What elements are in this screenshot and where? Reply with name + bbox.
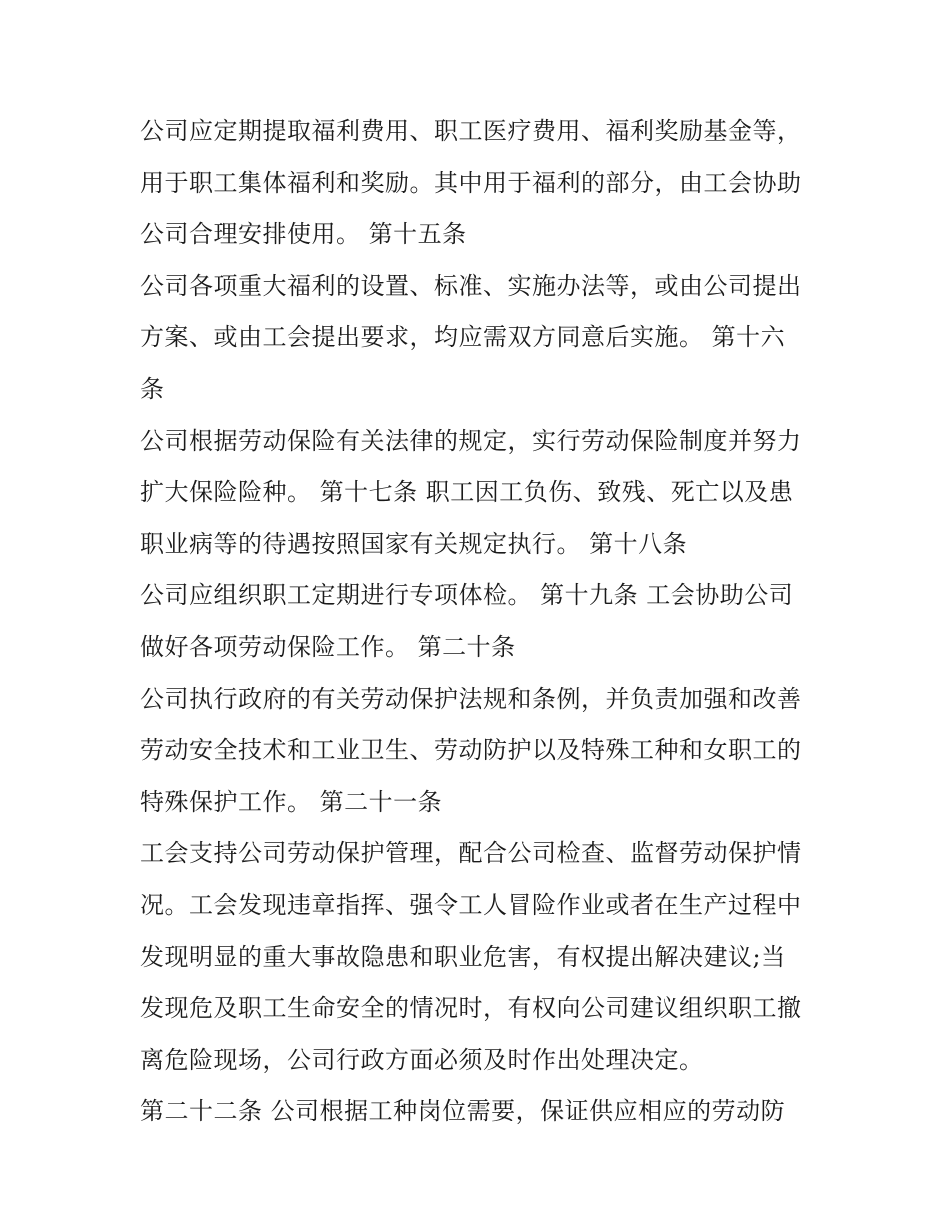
text-line: 离危险现场，公司行政方面必须及时作出处理决定。 [140, 1045, 704, 1074]
text-line: 方案、或由工会提出要求，均应需双方同意后实施。 第十六 [140, 323, 786, 352]
text-line: 工会支持公司劳动保护管理，配合公司检查、监督劳动保护情 [140, 839, 802, 868]
text-line: 扩大保险险种。 第十七条 职工因工负伤、致残、死亡以及患 [140, 478, 794, 507]
text-line: 公司根据劳动保险有关法律的规定，实行劳动保险制度并努力 [140, 426, 802, 455]
text-line: 公司各项重大福利的设置、标准、实施办法等，或由公司提出 [140, 271, 802, 300]
text-line: 第二十二条 公司根据工种岗位需要，保证供应相应的劳动防 [140, 1097, 786, 1126]
text-line: 公司执行政府的有关劳动保护法规和条例，并负责加强和改善 [140, 684, 802, 713]
text-line: 况。工会发现违章指挥、强令工人冒险作业或者在生产过程中 [140, 890, 802, 919]
document-body [140, 106, 820, 1138]
text-line: 公司合理安排使用。 第十五条 [140, 220, 467, 249]
text-line: 特殊保护工作。 第二十一条 [140, 787, 443, 816]
text-line: 职业病等的待遇按照国家有关规定执行。 第十八条 [140, 529, 688, 558]
text-line: 发现危及职工生命安全的情况时，有权向公司建议组织职工撤 [140, 994, 802, 1023]
text-line: 公司应组织职工定期进行专项体检。 第十九条 工会协助公司 [140, 581, 794, 610]
text-line: 公司应定期提取福利费用、职工医疗费用、福利奖励基金等， [140, 117, 802, 145]
text-line: 劳动安全技术和工业卫生、劳动防护以及特殊工种和女职工的 [140, 736, 802, 765]
text-line: 条 [140, 374, 165, 403]
text-line: 做好各项劳动保险工作。 第二十条 [140, 632, 516, 661]
text-line: 用于职工集体福利和奖励。其中用于福利的部分，由工会协助 [140, 168, 802, 197]
text-line: 发现明显的重大事故隐患和职业危害，有权提出解决建议;当 [140, 942, 786, 971]
